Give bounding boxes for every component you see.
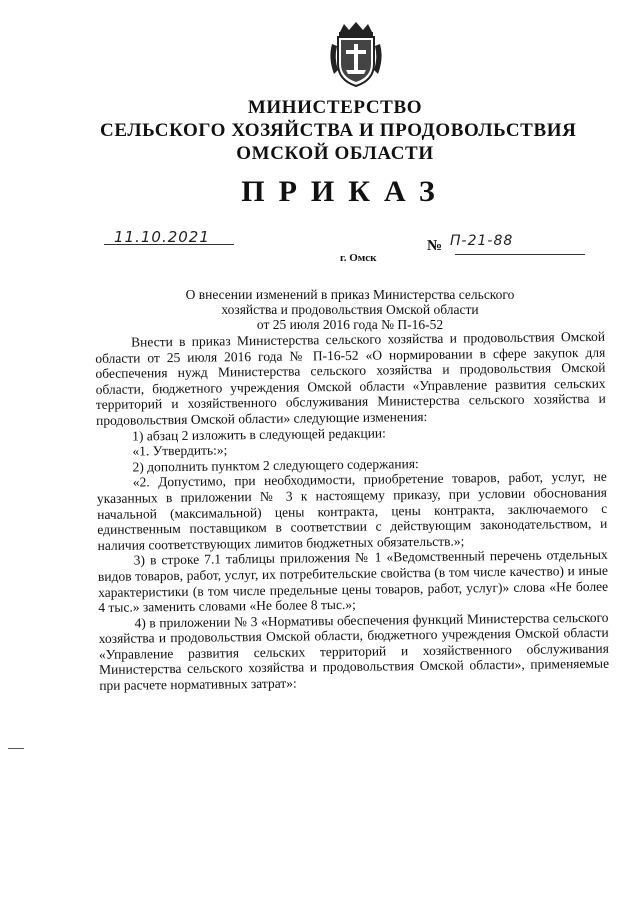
body-item-4: 4) в приложении № 3 «Нормативы обеспечения функций Министерства сельского хозяйства и продовольствия Омской области, бюджетного учреждения Омской области «Управление развития сельских территорий и хозяйственного обслуживания Министерства сельского хозяйства и продовольствия Омской области», применяемые при расчете нормативных затрат»: <box>98 609 610 694</box>
order-body <box>95 329 609 694</box>
subject-line-1: О внесении изменений в приказ Министерства сельского <box>185 287 515 302</box>
header-line-2: СЕЛЬСКОГО ХОЗЯЙСТВА И ПРОДОВОЛЬСТВИЯ <box>100 120 577 141</box>
subject-line-2: хозяйства и продовольствия Омской области <box>221 302 479 317</box>
header-line-3: ОМСКОЙ ОБЛАСТИ <box>236 143 434 164</box>
omsk-coat-of-arms-icon <box>326 22 386 88</box>
date-underline <box>104 244 234 245</box>
number-prefix: № <box>427 238 443 254</box>
handwritten-number: П-21-88 <box>450 233 514 249</box>
body-item-2: 2) дополнить пунктом 2 следующего содержания: <box>132 455 419 475</box>
header-line-1: МИНИСТЕРСТВО <box>247 97 423 118</box>
number-underline <box>455 254 585 255</box>
order-subject <box>150 287 550 332</box>
city-label: г. Омск <box>340 252 377 264</box>
coat-of-arms-emblem <box>326 22 386 88</box>
subject-line-3: от 25 июля 2016 года № П-16-52 <box>256 317 444 332</box>
margin-mark <box>8 748 24 749</box>
body-item-2-text: «2. Допустимо, при необходимости, приобретение товаров, работ, услуг, не указанных в приложении № 3 к настоящему приказу, при условии обоснования начальной (максимальной) цены контракта, цены контракта, заключаемого с единственным поставщиком в соответствии с действующим законодательством, и наличия соответствующих лимитов бюджетных обязательств.»; <box>96 469 608 553</box>
body-item-3: 3) в строке 7.1 таблицы приложения № 1 «Ведомственный перечень отдельных видов товаров, работ, услуг, их потребительские свойства (в том числе качество) и иные характеристики (в том числе предельные цены товаров, работ, услуг)» слова «Не более 4 тыс.» заменить словами «Не более 8 тыс.»; <box>97 547 609 616</box>
ministry-header <box>100 96 577 165</box>
body-item-1-text: «1. Утвердить:»; <box>132 442 228 459</box>
body-item-1: 1) абзац 2 изложить в следующей редакции: <box>132 425 386 444</box>
handwritten-date: 11.10.2021 <box>114 228 210 246</box>
body-paragraph-intro: Внести в приказ Министерства сельского хозяйства и продовольствия Омской области от 25 июля 2016 года № П-16-52 «О нормировании в сфере закупок для обеспечения нужд Министерства сельского хозяйства и продовольствия Омской области, бюджетного учреждения Омской области «Управление развития сельских территорий и хозяйственного обслуживания Министерства сельского хозяйства и продовольствия Омской области» следующие изменения: <box>95 328 606 428</box>
document-type-title: ПРИКАЗ <box>241 175 449 208</box>
